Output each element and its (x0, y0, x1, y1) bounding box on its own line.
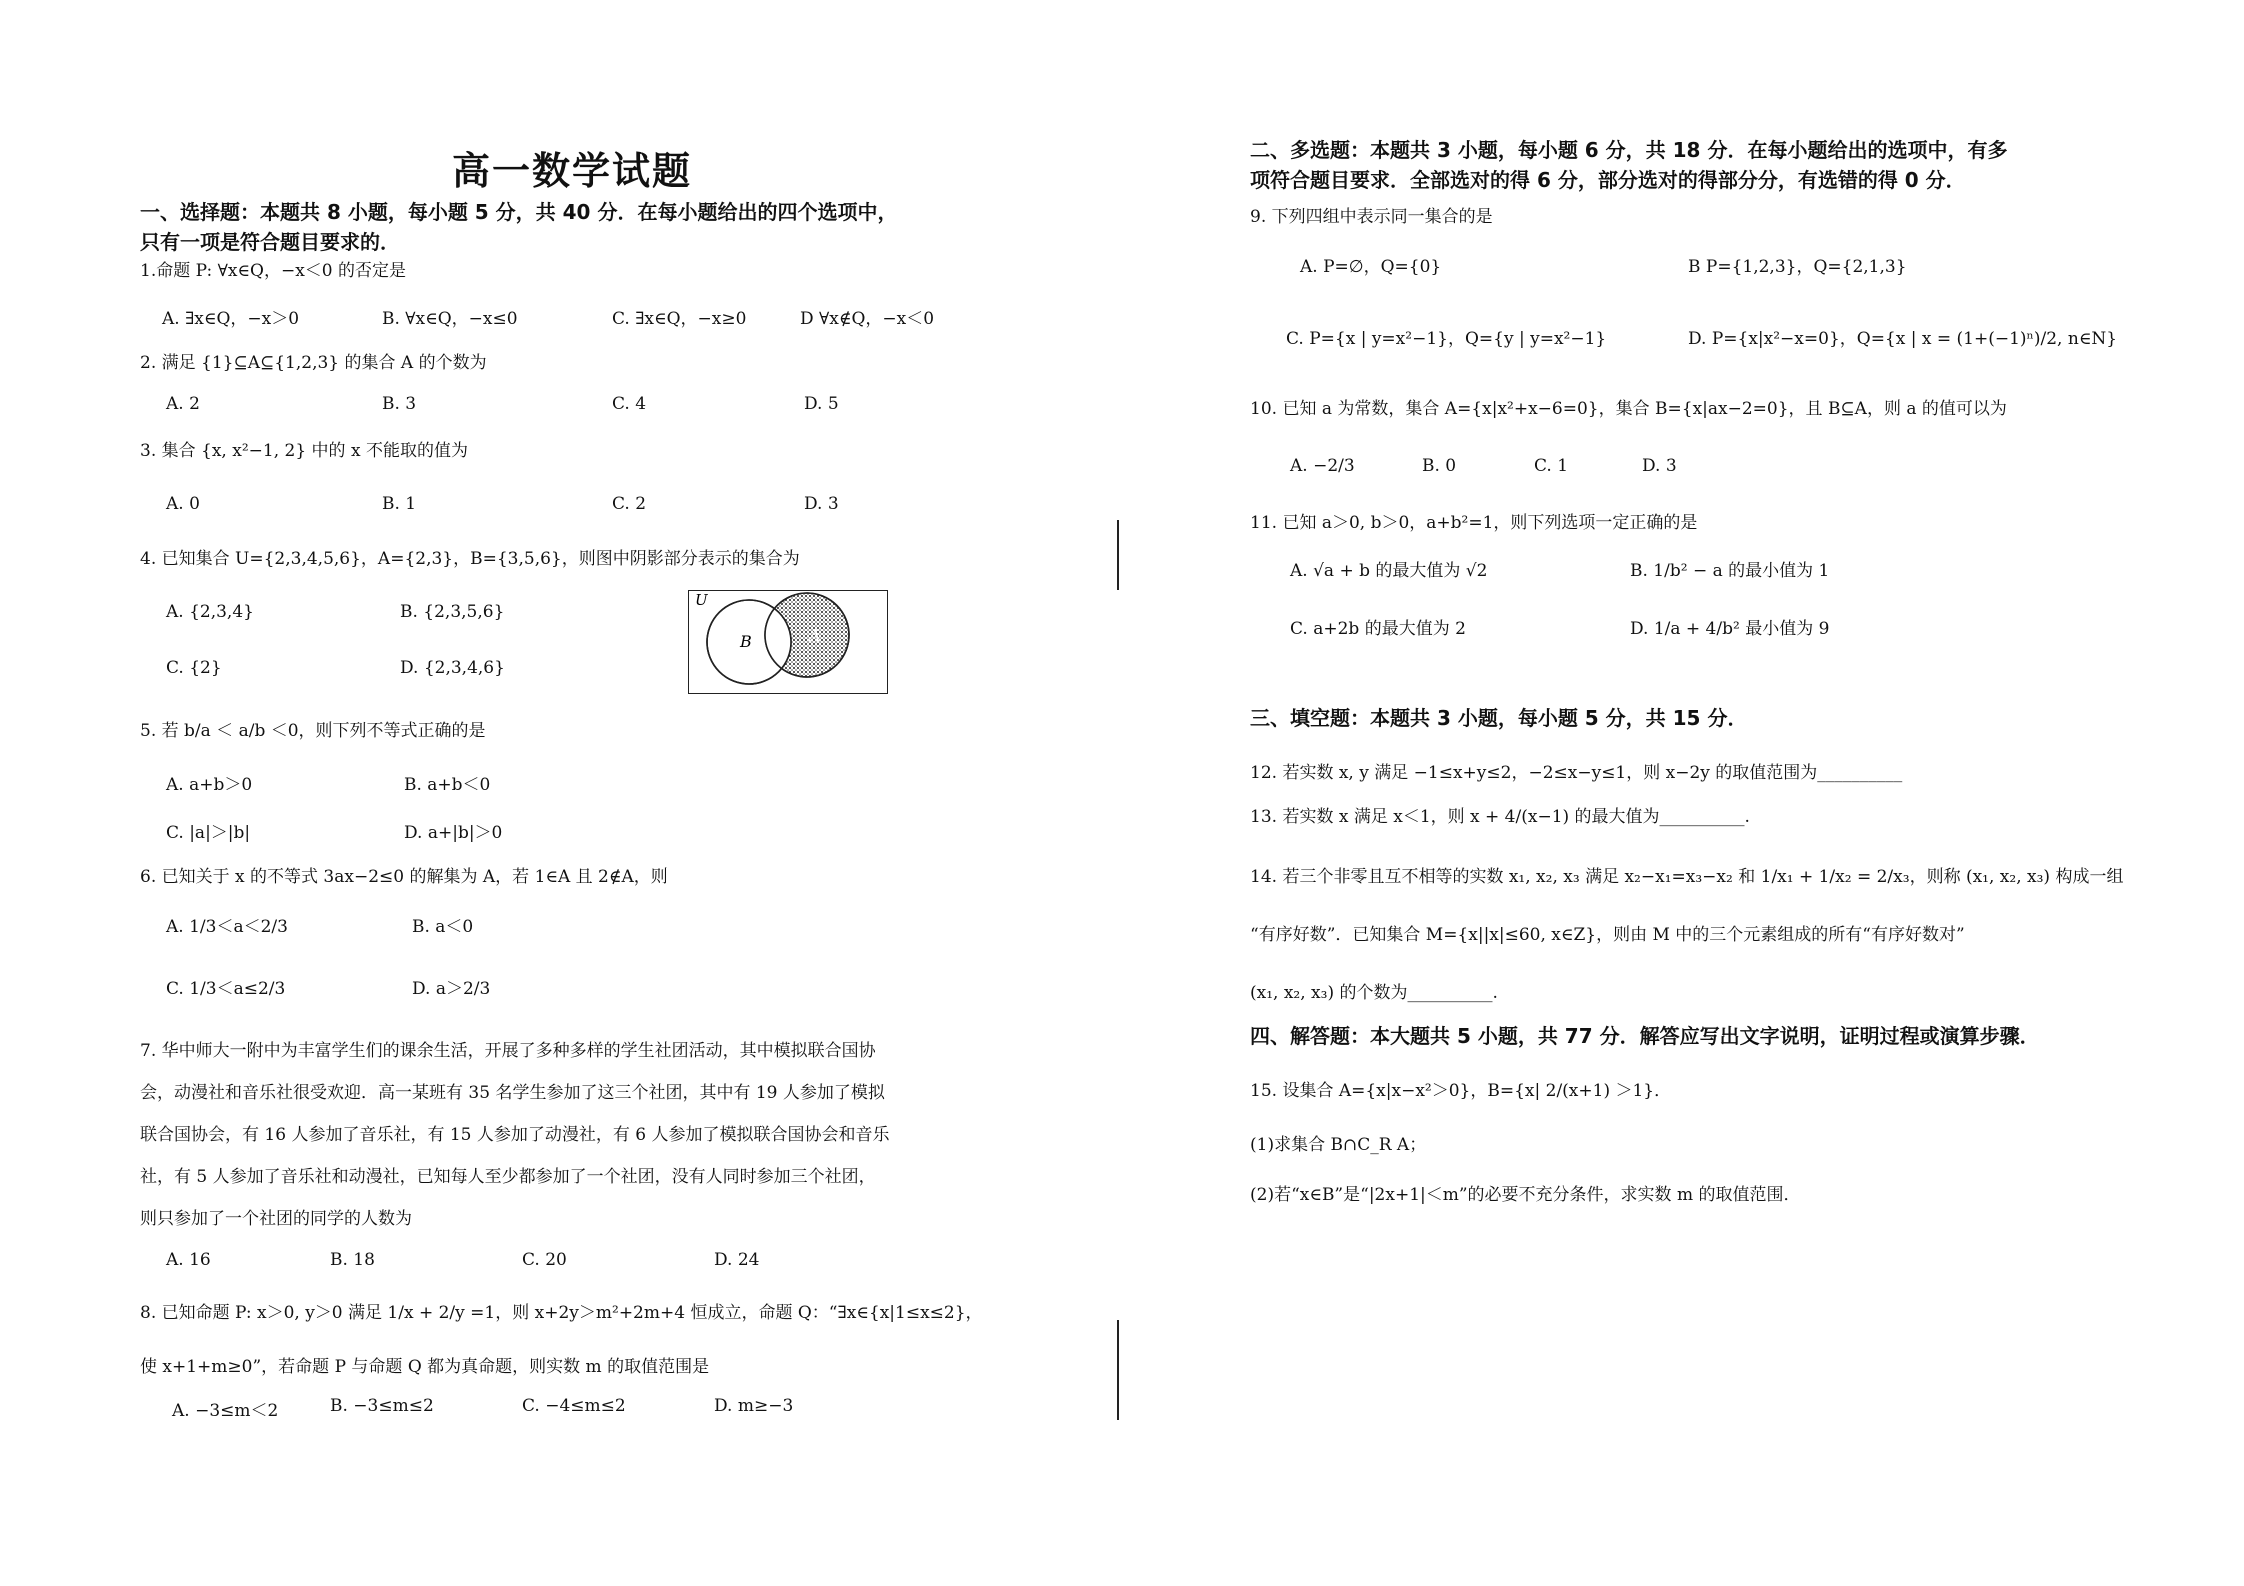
page-divider-mark (1117, 1320, 1119, 1420)
q3-option-a: A. 0 (166, 494, 200, 514)
q4-option-c: C. {2} (166, 658, 222, 678)
q6-option-d: D. a＞2/3 (412, 979, 491, 999)
page-divider-mark (1117, 520, 1119, 590)
left-page (0, 0, 1100, 1586)
q14-line3: (x₁, x₂, x₃) 的个数为__________. (1250, 983, 1498, 1003)
q2-option-d: D. 5 (804, 394, 839, 414)
q1-option-d: D ∀x∉Q，−x＜0 (800, 309, 935, 329)
q1-option-a: A. ∃x∈Q，−x＞0 (162, 309, 300, 329)
q10-option-b: B. 0 (1422, 456, 1457, 476)
q2-option-c: C. 4 (612, 394, 647, 414)
q3-option-d: D. 3 (804, 494, 839, 514)
q3-option-b: B. 1 (382, 494, 417, 514)
venn-label-a: A (809, 626, 821, 645)
q4-stem: 4. 已知集合 U={2,3,4,5,6}，A={2,3}，B={3,5,6}，则图中阴影部分表示的集合为 (140, 549, 800, 569)
q15-stem: 15. 设集合 A={x|x−x²＞0}，B={x| 2/(x+1) ＞1}． (1250, 1081, 1672, 1101)
q11-option-b: B. 1/b² − a 的最小值为 1 (1630, 561, 1830, 581)
q5-option-d: D. a+|b|＞0 (404, 823, 503, 843)
section1-header-line1: 一、选择题：本题共 8 小题，每小题 5 分，共 40 分．在每小题给出的四个选项中， (140, 200, 898, 224)
q15-part2: (2)若“x∈B”是“|2x+1|＜m”的必要不充分条件，求实数 m 的取值范围． (1250, 1185, 1801, 1205)
q8-option-a: A. −3≤m＜2 (172, 1401, 279, 1421)
venn-label-b: B (740, 632, 752, 651)
q3-stem: 3. 集合 {x, x²−1, 2} 中的 x 不能取的值为 (140, 441, 468, 461)
section2-header-line1: 二、多选题：本题共 3 小题，每小题 6 分，共 18 分．在每小题给出的选项中，有多 (1250, 138, 2008, 162)
q5-option-c: C. |a|＞|b| (166, 823, 251, 843)
section3-header: 三、填空题：本题共 3 小题，每小题 5 分，共 15 分． (1250, 706, 1748, 730)
venn-label-u: U (695, 591, 708, 609)
q8-option-b: B. −3≤m≤2 (330, 1396, 434, 1416)
q6-option-c: C. 1/3＜a≤2/3 (166, 979, 286, 999)
q5-option-a: A. a+b＞0 (166, 775, 253, 795)
section1-header-line2: 只有一项是符合题目要求的． (140, 230, 400, 254)
q15-part1: (1)求集合 B∩C_R A； (1250, 1135, 1427, 1155)
q1-option-c: C. ∃x∈Q，−x≥0 (612, 309, 747, 329)
q10-option-c: C. 1 (1534, 456, 1569, 476)
q10-option-d: D. 3 (1642, 456, 1677, 476)
section4-header: 四、解答题：本大题共 5 小题，共 77 分．解答应写出文字说明，证明过程或演算步骤． (1250, 1024, 2040, 1048)
q3-option-c: C. 2 (612, 494, 647, 514)
q10-stem: 10. 已知 a 为常数，集合 A={x|x²+x−6=0}，集合 B={x|ax−2=0}，且 B⊆A，则 a 的值可以为 (1250, 399, 2007, 419)
q4-option-d: D. {2,3,4,6} (400, 658, 505, 678)
q4-option-b: B. {2,3,5,6} (400, 602, 505, 622)
page-title: 高一数学试题 (452, 148, 693, 193)
q1-stem: 1.命题 P: ∀x∈Q，−x＜0 的否定是 (140, 261, 407, 281)
q1-option-b: B. ∀x∈Q，−x≤0 (382, 309, 518, 329)
section2-header-line2: 项符合题目要求．全部选对的得 6 分，部分选对的得部分分，有选错的得 0 分． (1250, 168, 1966, 192)
q9-option-c: C. P={x | y=x²−1}，Q={y | y=x²−1} (1286, 329, 1607, 349)
q8-line1: 8. 已知命题 P: x＞0, y＞0 满足 1/x + 2/y =1，则 x+2y＞m²+2m+4 恒成立，命题 Q：“∃x∈{x|1≤x≤2}， (140, 1303, 983, 1323)
q6-option-b: B. a＜0 (412, 917, 474, 937)
q9-stem: 9. 下列四组中表示同一集合的是 (1250, 207, 1493, 227)
q6-stem: 6. 已知关于 x 的不等式 3ax−2≤0 的解集为 A，若 1∈A 且 2∉A，则 (140, 867, 668, 887)
q8-line2: 使 x+1+m≥0”，若命题 P 与命题 Q 都为真命题，则实数 m 的取值范围是 (140, 1357, 710, 1377)
q7-line1: 7. 华中师大一附中为丰富学生们的课余生活，开展了多种多样的学生社团活动，其中模拟联合国协 (140, 1041, 876, 1061)
venn-diagram (688, 590, 888, 694)
q2-stem: 2. 满足 {1}⊆A⊆{1,2,3} 的集合 A 的个数为 (140, 353, 487, 373)
q14-line2: “有序好数”．已知集合 M={x||x|≤60, x∈Z}，则由 M 中的三个元素组成的所有“有序好数对” (1250, 925, 1965, 945)
q2-option-b: B. 3 (382, 394, 417, 414)
q14-line1: 14. 若三个非零且互不相等的实数 x₁, x₂, x₃ 满足 x₂−x₁=x₃−x₂ 和 1/x₁ + 1/x₂ = 2/x₃，则称 (x₁, x₂, x₃) 构成一组 (1250, 867, 2124, 887)
q11-option-a: A. √a + b 的最大值为 √2 (1290, 561, 1488, 581)
q7-line5: 则只参加了一个社团的同学的人数为 (140, 1209, 412, 1229)
q7-line2: 会，动漫社和音乐社很受欢迎．高一某班有 35 名学生参加了这三个社团，其中有 19 人参加了模拟 (140, 1083, 885, 1103)
q2-option-a: A. 2 (166, 394, 200, 414)
q5-stem: 5. 若 b/a ＜ a/b ＜0，则下列不等式正确的是 (140, 721, 486, 741)
right-page (1220, 0, 2244, 1586)
q9-option-a: A. P=∅，Q={0} (1300, 257, 1442, 277)
q8-option-c: C. −4≤m≤2 (522, 1396, 626, 1416)
q13-stem: 13. 若实数 x 满足 x＜1，则 x + 4/(x−1) 的最大值为__________. (1250, 807, 1750, 827)
q7-option-a: A. 16 (166, 1250, 211, 1270)
q7-line3: 联合国协会，有 16 人参加了音乐社，有 15 人参加了动漫社，有 6 人参加了模拟联合国协会和音乐 (140, 1125, 890, 1145)
q11-option-c: C. a+2b 的最大值为 2 (1290, 619, 1466, 639)
q11-option-d: D. 1/a + 4/b² 最小值为 9 (1630, 619, 1830, 639)
q7-option-b: B. 18 (330, 1250, 375, 1270)
q9-option-d: D. P={x|x²−x=0}，Q={x | x = (1+(−1)ⁿ)/2, n∈N} (1688, 329, 2118, 349)
q9-option-b: B P={1,2,3}，Q={2,1,3} (1688, 257, 1907, 277)
q12-stem: 12. 若实数 x, y 满足 −1≤x+y≤2，−2≤x−y≤1，则 x−2y 的取值范围为__________ (1250, 763, 1903, 783)
q11-stem: 11. 已知 a＞0, b＞0，a+b²=1，则下列选项一定正确的是 (1250, 513, 1698, 533)
q5-option-b: B. a+b＜0 (404, 775, 491, 795)
q7-line4: 社，有 5 人参加了音乐社和动漫社，已知每人至少都参加了一个社团，没有人同时参加三个社团， (140, 1167, 876, 1187)
q10-option-a: A. −2/3 (1290, 456, 1355, 476)
q7-option-c: C. 20 (522, 1250, 567, 1270)
q6-option-a: A. 1/3＜a＜2/3 (166, 917, 288, 937)
q4-option-a: A. {2,3,4} (166, 602, 254, 622)
q7-option-d: D. 24 (714, 1250, 760, 1270)
q8-option-d: D. m≥−3 (714, 1396, 794, 1416)
